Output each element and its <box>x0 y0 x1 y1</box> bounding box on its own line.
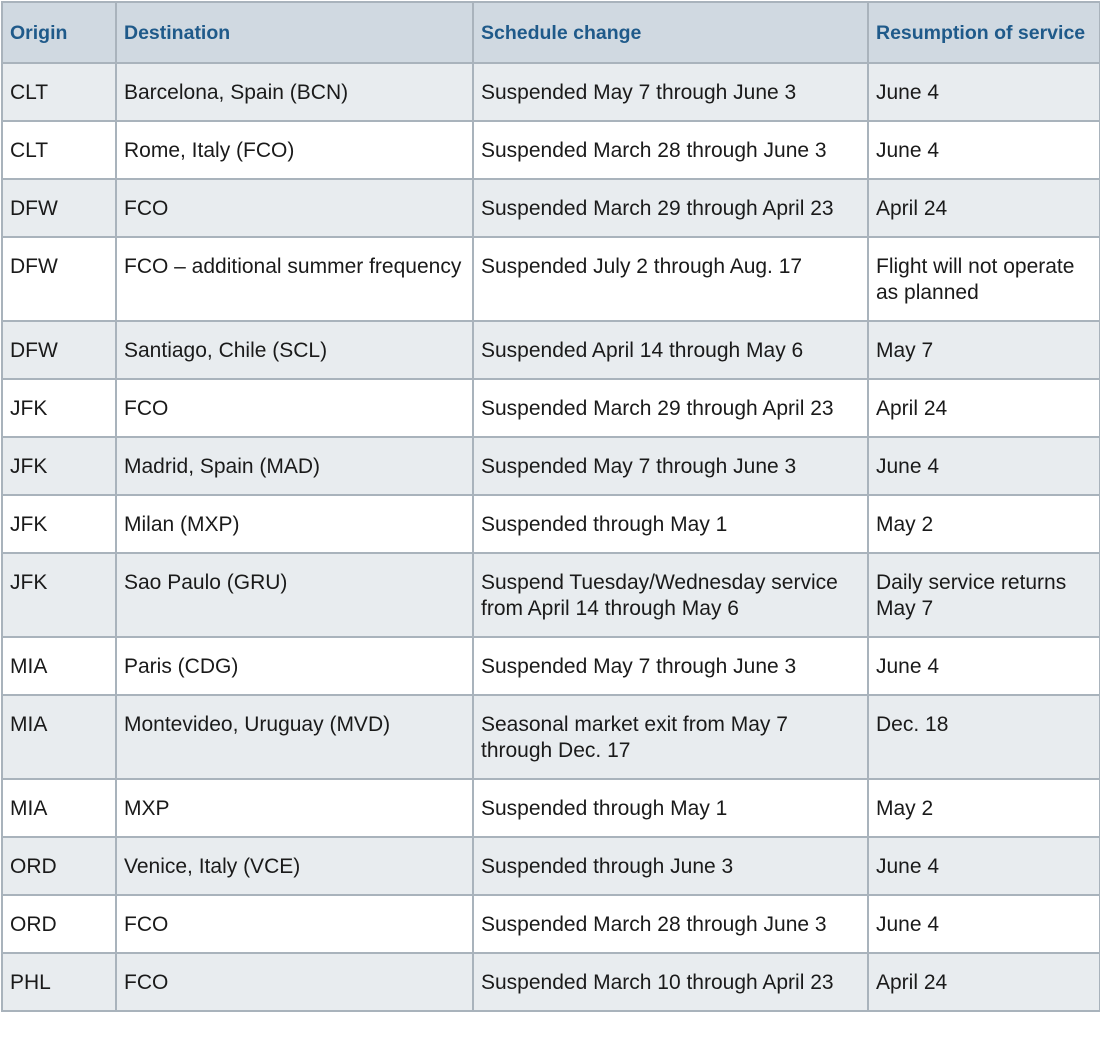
destination-cell: Santiago, Chile (SCL) <box>116 321 473 379</box>
table-row <box>2 895 1100 953</box>
destination-cell: Venice, Italy (VCE) <box>116 837 473 895</box>
destination-cell: Madrid, Spain (MAD) <box>116 437 473 495</box>
origin-cell: MIA <box>2 695 116 779</box>
table-row <box>2 553 1100 637</box>
table-row <box>2 321 1100 379</box>
schedule-change-cell: Suspended March 28 through June 3 <box>473 895 868 953</box>
table-row <box>2 121 1100 179</box>
destination-cell: FCO <box>116 953 473 1011</box>
destination-cell: Sao Paulo (GRU) <box>116 553 473 637</box>
table-row <box>2 63 1100 121</box>
table-row <box>2 637 1100 695</box>
table-row <box>2 837 1100 895</box>
resumption-cell: April 24 <box>868 953 1100 1011</box>
schedule-change-cell: Suspended March 28 through June 3 <box>473 121 868 179</box>
resumption-cell: Daily service returns May 7 <box>868 553 1100 637</box>
schedule-change-cell: Suspended April 14 through May 6 <box>473 321 868 379</box>
table-row <box>2 379 1100 437</box>
column-header-origin: Origin <box>2 2 116 63</box>
schedule-change-cell: Suspended through May 1 <box>473 779 868 837</box>
resumption-cell: May 7 <box>868 321 1100 379</box>
origin-cell: JFK <box>2 553 116 637</box>
resumption-cell: June 4 <box>868 837 1100 895</box>
resumption-cell: April 24 <box>868 379 1100 437</box>
destination-cell: MXP <box>116 779 473 837</box>
origin-cell: JFK <box>2 437 116 495</box>
destination-cell: Paris (CDG) <box>116 637 473 695</box>
resumption-cell: May 2 <box>868 495 1100 553</box>
destination-cell: Montevideo, Uruguay (MVD) <box>116 695 473 779</box>
table-row <box>2 495 1100 553</box>
schedule-table <box>1 1 1100 1012</box>
column-header-schedule-change: Schedule change <box>473 2 868 63</box>
destination-cell: Barcelona, Spain (BCN) <box>116 63 473 121</box>
resumption-cell: April 24 <box>868 179 1100 237</box>
origin-cell: MIA <box>2 779 116 837</box>
origin-cell: JFK <box>2 379 116 437</box>
resumption-cell: June 4 <box>868 437 1100 495</box>
schedule-change-cell: Suspended through June 3 <box>473 837 868 895</box>
destination-cell: Milan (MXP) <box>116 495 473 553</box>
table-row <box>2 695 1100 779</box>
destination-cell: FCO – additional summer frequency <box>116 237 473 321</box>
resumption-cell: May 2 <box>868 779 1100 837</box>
column-header-destination: Destination <box>116 2 473 63</box>
header-row <box>2 2 1100 63</box>
schedule-change-cell: Suspended May 7 through June 3 <box>473 437 868 495</box>
table-row <box>2 437 1100 495</box>
table-row <box>2 237 1100 321</box>
schedule-change-cell: Suspended July 2 through Aug. 17 <box>473 237 868 321</box>
origin-cell: MIA <box>2 637 116 695</box>
schedule-change-cell: Suspended March 10 through April 23 <box>473 953 868 1011</box>
schedule-change-cell: Suspend Tuesday/Wednesday service from April 14 through May 6 <box>473 553 868 637</box>
column-header-resumption: Resumption of service <box>868 2 1100 63</box>
origin-cell: DFW <box>2 321 116 379</box>
resumption-cell: June 4 <box>868 895 1100 953</box>
schedule-change-cell: Suspended through May 1 <box>473 495 868 553</box>
origin-cell: JFK <box>2 495 116 553</box>
origin-cell: CLT <box>2 121 116 179</box>
destination-cell: FCO <box>116 895 473 953</box>
schedule-change-cell: Seasonal market exit from May 7 through Dec. 17 <box>473 695 868 779</box>
origin-cell: DFW <box>2 237 116 321</box>
schedule-change-cell: Suspended March 29 through April 23 <box>473 179 868 237</box>
resumption-cell: Flight will not operate as planned <box>868 237 1100 321</box>
destination-cell: FCO <box>116 179 473 237</box>
origin-cell: DFW <box>2 179 116 237</box>
resumption-cell: June 4 <box>868 637 1100 695</box>
resumption-cell: Dec. 18 <box>868 695 1100 779</box>
resumption-cell: June 4 <box>868 121 1100 179</box>
destination-cell: FCO <box>116 379 473 437</box>
table-body <box>2 63 1100 1011</box>
origin-cell: PHL <box>2 953 116 1011</box>
origin-cell: CLT <box>2 63 116 121</box>
origin-cell: ORD <box>2 895 116 953</box>
table-row <box>2 779 1100 837</box>
table-header <box>2 2 1100 63</box>
resumption-cell: June 4 <box>868 63 1100 121</box>
origin-cell: ORD <box>2 837 116 895</box>
schedule-change-cell: Suspended March 29 through April 23 <box>473 379 868 437</box>
schedule-change-cell: Suspended May 7 through June 3 <box>473 637 868 695</box>
table-row <box>2 953 1100 1011</box>
table-row <box>2 179 1100 237</box>
destination-cell: Rome, Italy (FCO) <box>116 121 473 179</box>
schedule-change-cell: Suspended May 7 through June 3 <box>473 63 868 121</box>
